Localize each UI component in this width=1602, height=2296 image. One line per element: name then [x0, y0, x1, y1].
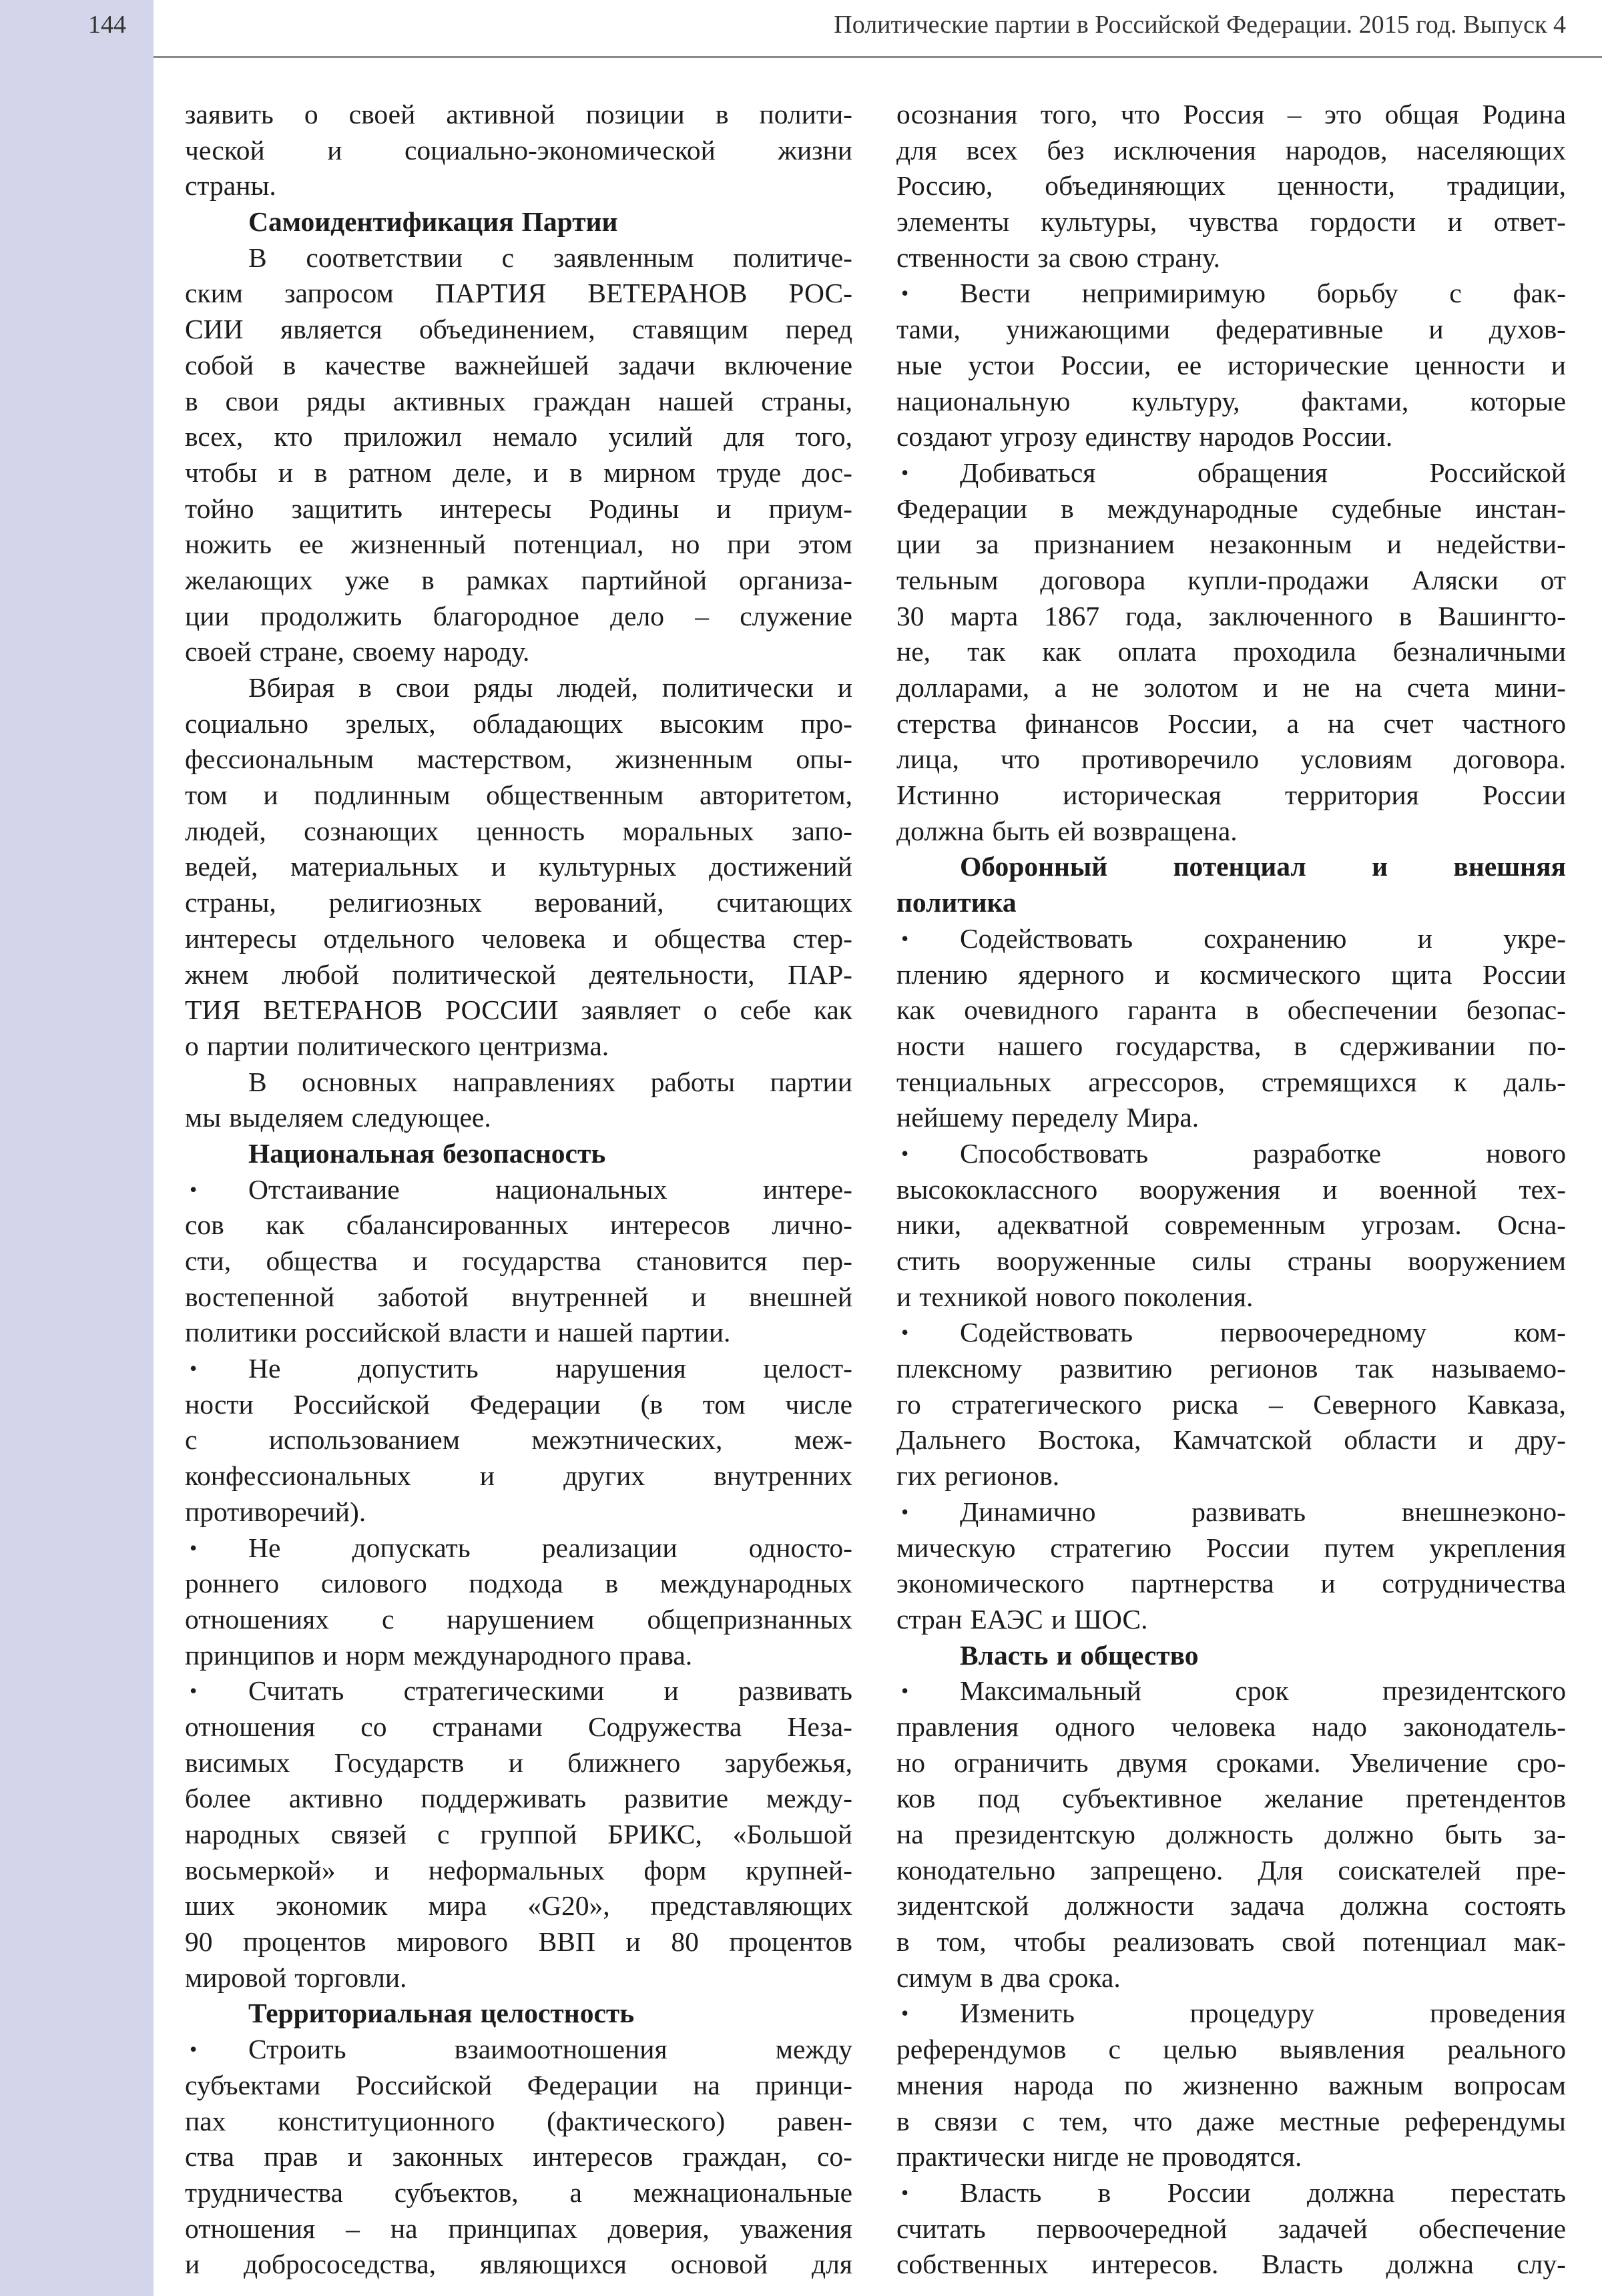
paragraph-line: восьмеркой» и неформальных форм крупней- [185, 1854, 852, 1886]
paragraph-line: чтобы и в ратном деле, и в мирном труде дос- [185, 457, 852, 488]
paragraph-line: нейшему переделу Мира. [896, 1102, 1199, 1133]
paragraph-line: референдумов с целью выявления реального [896, 2034, 1566, 2065]
section-heading: Власть и общество [960, 1639, 1199, 1671]
bullet-mark: • [901, 2180, 909, 2205]
section-heading: политика [896, 887, 1017, 918]
paragraph-line: ков под субъективное желание претендентов [896, 1783, 1566, 1814]
bullet-line: • Власть в России должна перестать [896, 2175, 1566, 2211]
paragraph-line: востепенной заботой внутренней и внешней [185, 1281, 852, 1312]
paragraph-line: отношения – на принципах доверия, уважения [185, 2213, 852, 2244]
paragraph-line: интересы отдельного человека и общества стер- [185, 922, 852, 954]
paragraph-line: ческой и социально-экономической жизни [185, 134, 852, 166]
paragraph-line: должна быть ей возвращена. [896, 815, 1238, 846]
paragraph-line: Федерации в международные судебные инстан- [896, 493, 1566, 524]
paragraph-line: го стратегического риска – Северного Кавказа, [896, 1388, 1566, 1420]
paragraph-line: с использованием межэтнических, меж- [185, 1424, 852, 1456]
paragraph-line: в том, чтобы реализовать свой потенциал мак- [896, 1926, 1566, 1958]
paragraph-line: создают угрозу единству народов России. [896, 421, 1393, 453]
paragraph-line: жнем любой политической деятельности, ПАР- [185, 958, 852, 990]
paragraph-line: конодательно запрещено. Для соискателей пре- [896, 1854, 1566, 1886]
paragraph-line: Россию, объединяющих ценности, традиции, [896, 170, 1566, 202]
margin-color-band [0, 0, 154, 2296]
bullet-mark: • [190, 1679, 198, 1703]
paragraph-line: плению ядерного и космического щита России [896, 958, 1566, 990]
page-number: 144 [88, 11, 126, 39]
paragraph-line: осознания того, что Россия – это общая Родина [896, 99, 1566, 129]
paragraph-line: более активно поддерживать развитие между- [185, 1783, 852, 1814]
paragraph-line: плексному развитию регионов так называемо- [896, 1353, 1566, 1384]
paragraph-line: ственности за свою страну. [896, 242, 1221, 273]
paragraph-line: ники, адекватной современным угрозам. Осна- [896, 1209, 1566, 1241]
paragraph-line: стить вооруженные силы страны вооружением [896, 1245, 1566, 1276]
bullet-line: • Добиваться обращения Российской [896, 455, 1566, 491]
paragraph-line: конфессиональных и других внутренних [185, 1460, 852, 1492]
paragraph-line: лица, что противоречило условиям договора. [896, 744, 1566, 775]
paragraph-line: ности Российской Федерации (в том числе [185, 1388, 852, 1420]
bullet-line: • Вести непримиримую борьбу с фак- [896, 276, 1566, 312]
paragraph-line: социально зрелых, обладающих высоким про- [185, 707, 852, 739]
paragraph-line: в связи с тем, что даже местные референдумы [896, 2105, 1566, 2136]
paragraph-line: собственных интересов. Власть должна слу- [896, 2249, 1566, 2280]
bullet-line: • Содействовать сохранению и укре- [896, 921, 1566, 957]
paragraph-line: фессиональным мастерством, жизненным опы- [185, 744, 852, 775]
bullet-mark: • [901, 460, 909, 485]
paragraph-line: долларами, а не золотом и не на счета мини- [896, 672, 1566, 703]
paragraph-line: тойно защитить интересы Родины и приум- [185, 493, 852, 524]
paragraph-line: страны, религиозных верований, считающих [185, 887, 852, 918]
paragraph-line: ства прав и законных интересов граждан, со- [185, 2141, 852, 2173]
bullet-line: • Считать стратегическими и развивать [185, 1673, 852, 1709]
paragraph-line: сов как сбалансированных интересов лично- [185, 1209, 852, 1241]
bullet-line: • Изменить процедуру проведения [896, 1996, 1566, 2032]
bullet-line: • Содействовать первоочередному ком- [896, 1315, 1566, 1351]
running-title: Политические партии в Российской Федерации. 2015 год. Выпуск 4 [834, 11, 1566, 39]
paragraph-line: отношениях с нарушением общепризнанных [185, 1603, 852, 1635]
paragraph-line: пах конституционного (фактического) равен- [185, 2105, 852, 2136]
bullet-line: • Строить взаимоотношения между [185, 2032, 852, 2068]
paragraph-line: ским запросом ПАРТИЯ ВЕТЕРАНОВ РОС- [185, 278, 852, 309]
bullet-mark: • [190, 1356, 198, 1381]
paragraph-line: роннего силового подхода в международных [185, 1568, 852, 1599]
bullet-line: • Не допускать реализации односто- [185, 1530, 852, 1566]
paragraph-line: тельным договора купли-продажи Аляски от [896, 564, 1566, 595]
paragraph-line: том и подлинным общественным авторитетом, [185, 780, 852, 811]
paragraph-line: для всех без исключения народов, населяющих [896, 134, 1566, 166]
paragraph-line: трудничества субъектов, а межнациональные [185, 2177, 852, 2208]
text-column-right [896, 97, 1566, 2283]
paragraph-line: ные устои России, ее исторические ценности и [896, 349, 1566, 380]
bullet-line: • Не допустить нарушения целост- [185, 1351, 852, 1387]
paragraph-line: сти, общества и государства становится пер- [185, 1245, 852, 1276]
paragraph-line: желающих уже в рамках партийной организа- [185, 564, 852, 595]
paragraph-line: субъектами Российской Федерации на принци- [185, 2069, 852, 2100]
paragraph-line: 30 марта 1867 года, заключенного в Вашингто- [896, 600, 1566, 631]
paragraph-line: страны. [185, 170, 276, 202]
bullet-mark: • [901, 2001, 909, 2026]
paragraph-line: практически нигде не проводятся. [896, 2141, 1302, 2173]
text-column-left [185, 97, 852, 2283]
paragraph-line: но ограничить двумя сроками. Увеличение сро- [896, 1747, 1566, 1778]
section-heading: Национальная безопасность [248, 1137, 606, 1169]
bullet-mark: • [901, 1141, 909, 1165]
paragraph-line: Истинно историческая территория России [896, 780, 1566, 811]
paragraph-line: не, так как оплата проходила безналичными [896, 636, 1566, 667]
paragraph-line: тами, унижающими федеративные и духов- [896, 314, 1566, 345]
paragraph-line: и добрососедства, являющихся основой для [185, 2249, 852, 2280]
bullet-line: • Максимальный срок президентского [896, 1673, 1566, 1709]
paragraph-line: ведей, материальных и культурных достижений [185, 851, 852, 882]
paragraph-line: мы выделяем следующее. [185, 1102, 491, 1133]
bullet-line: • Отстаивание национальных интере- [185, 1172, 852, 1208]
paragraph-line: мнения народа по жизненно важным вопросам [896, 2069, 1566, 2100]
paragraph-line: людей, сознающих ценность моральных запо- [185, 815, 852, 846]
paragraph-line: своей стране, своему народу. [185, 636, 530, 667]
paragraph-line: мическую стратегию России путем укрепления [896, 1532, 1566, 1563]
section-heading: Территориальная целостность [248, 1998, 635, 2029]
paragraph-line: В основных направлениях работы партии [248, 1066, 852, 1097]
paragraph-line: стерства финансов России, а на счет частного [896, 707, 1566, 739]
paragraph-line: ции продолжить благородное дело – служение [185, 600, 852, 631]
paragraph-line: правления одного человека надо законодатель- [896, 1711, 1566, 1742]
bullet-mark: • [901, 1679, 909, 1703]
paragraph-line: ТИЯ ВЕТЕРАНОВ РОССИИ заявляет о себе как [185, 994, 852, 1026]
paragraph-line: отношения со странами Содружества Неза- [185, 1711, 852, 1742]
header-rule [154, 56, 1602, 58]
paragraph-line: экономического партнерства и сотрудничества [896, 1568, 1566, 1599]
paragraph-line: симум в два срока. [896, 1962, 1121, 1993]
paragraph-line: ции за признанием незаконным и недействи- [896, 529, 1566, 560]
paragraph-line: зидентской должности задача должна состоять [896, 1890, 1566, 1922]
paragraph-line: национальную культуру, фактами, которые [896, 385, 1566, 416]
paragraph-line: как очевидного гаранта в обеспечении безопас- [896, 994, 1566, 1026]
bullet-mark: • [901, 281, 909, 306]
paragraph-line: народных связей с группой БРИКС, «Большой [185, 1819, 852, 1849]
paragraph-line: заявить о своей активной позиции в полити- [185, 99, 852, 129]
paragraph-line: и техникой нового поколения. [896, 1281, 1254, 1312]
bullet-mark: • [190, 1535, 198, 1560]
bullet-line: • Способствовать разработке нового [896, 1136, 1566, 1172]
paragraph-line: тенциальных агрессоров, стремящихся к даль- [896, 1066, 1566, 1097]
paragraph-line: ности нашего государства, в сдерживании по- [896, 1030, 1566, 1061]
paragraph-line: Дальнего Востока, Камчатской области и дру- [896, 1424, 1566, 1456]
paragraph-line: о партии политического центризма. [185, 1030, 609, 1061]
paragraph-line: СИИ является объединением, ставящим перед [185, 314, 852, 345]
paragraph-line: элементы культуры, чувства гордости и ответ- [896, 206, 1566, 238]
paragraph-line: в свои ряды активных граждан нашей страны, [185, 385, 852, 416]
paragraph-line: ших экономик мира «G20», представляющих [185, 1890, 852, 1922]
bullet-mark: • [901, 1499, 909, 1524]
paragraph-line: высококлассного вооружения и военной тех- [896, 1173, 1566, 1205]
section-heading: Оборонный потенциал и внешняя [960, 851, 1566, 882]
bullet-mark: • [901, 926, 909, 950]
bullet-mark: • [190, 2037, 198, 2062]
paragraph-line: всех, кто приложил немало усилий для того, [185, 421, 852, 453]
paragraph-line: гих регионов. [896, 1460, 1060, 1492]
paragraph-line: политики российской власти и нашей партии. [185, 1317, 731, 1348]
paragraph-line: висимых Государств и ближнего зарубежья, [185, 1747, 852, 1778]
section-heading: Самоидентификация Партии [248, 206, 618, 238]
paragraph-line: В соответствии с заявленным политиче- [248, 242, 852, 273]
paragraph-line: принципов и норм международного права. [185, 1639, 693, 1671]
paragraph-line: 90 процентов мирового ВВП и 80 процентов [185, 1926, 852, 1958]
bullet-mark: • [190, 1177, 198, 1201]
paragraph-line: на президентскую должность должно быть за- [896, 1819, 1566, 1849]
paragraph-line: мировой торговли. [185, 1962, 407, 1993]
bullet-mark: • [901, 1320, 909, 1345]
paragraph-line: противоречий). [185, 1496, 366, 1527]
paragraph-line: стран ЕАЭС и ШОС. [896, 1603, 1148, 1635]
paragraph-line: Вбирая в свои ряды людей, политически и [248, 672, 852, 703]
paragraph-line: собой в качестве важнейшей задачи включение [185, 349, 852, 380]
bullet-line: • Динамично развивать внешнеэконо- [896, 1494, 1566, 1530]
paragraph-line: считать первоочередной задачей обеспечение [896, 2213, 1566, 2244]
paragraph-line: ножить ее жизненный потенциал, но при этом [185, 529, 852, 560]
